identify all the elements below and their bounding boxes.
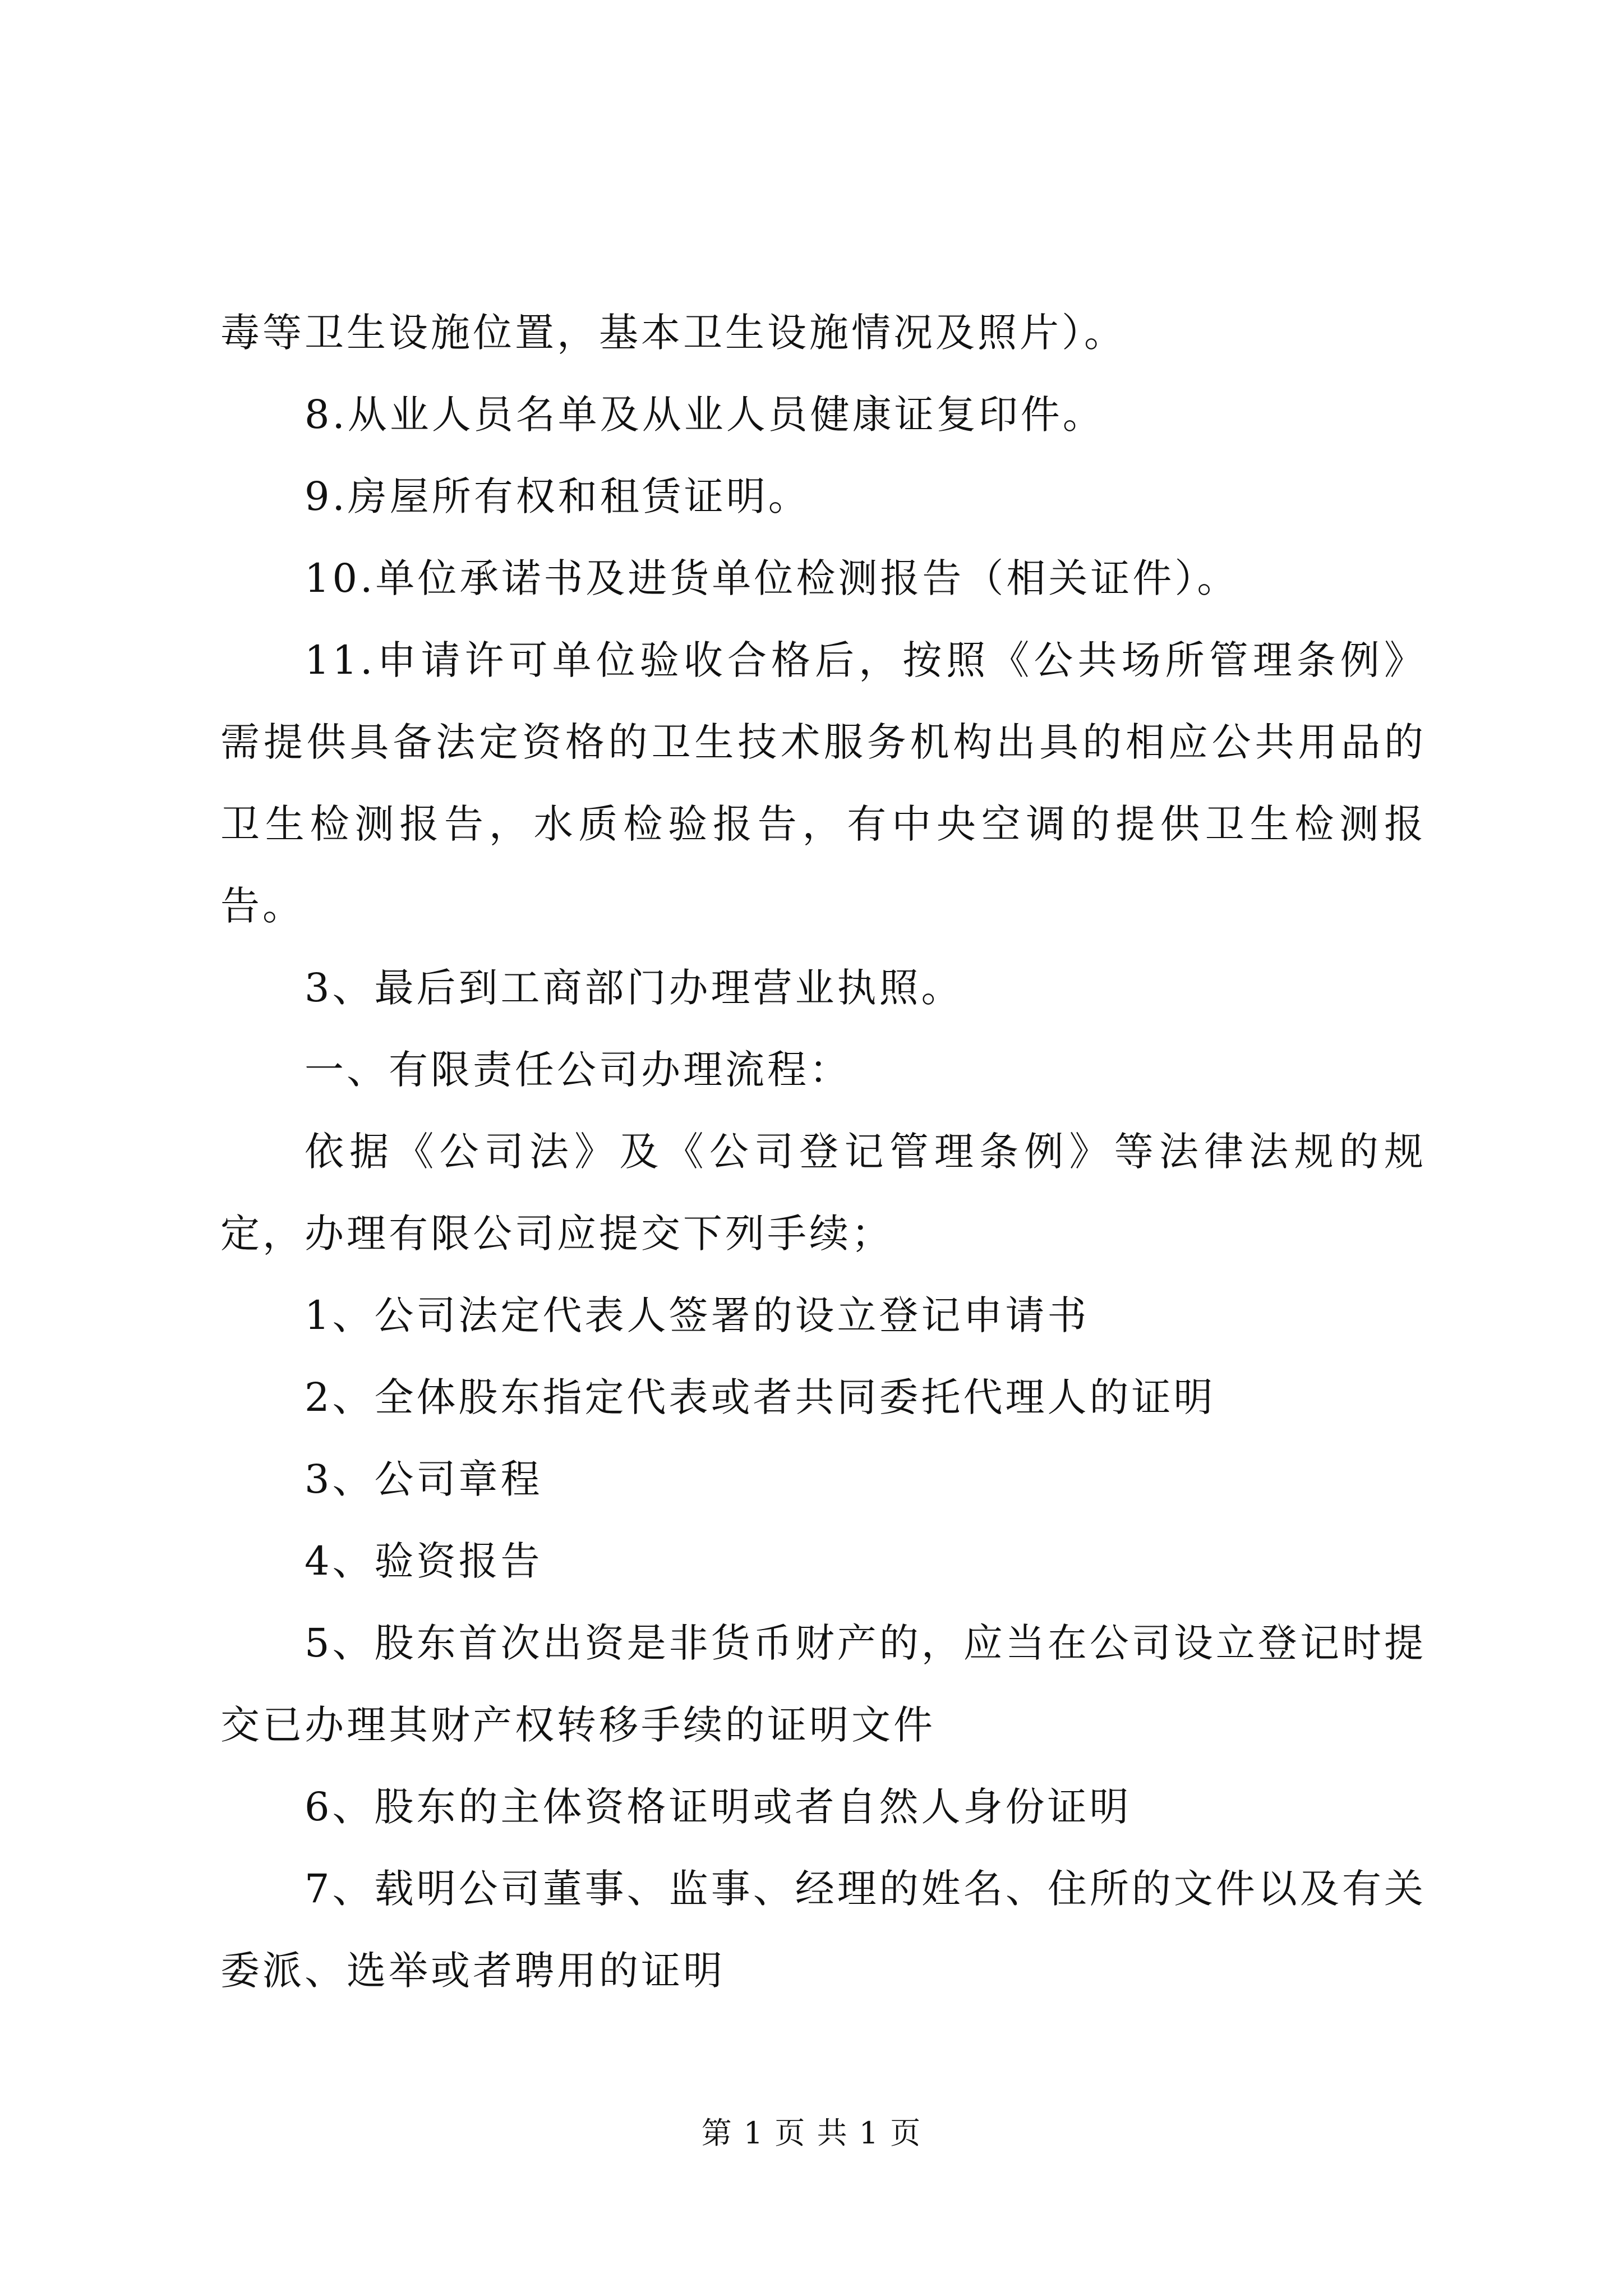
paragraph: 7、载明公司董事、监事、经理的姓名、住所的文件以及有关委派、选举或者聘用的证明	[220, 1866, 1426, 1994]
paragraph: 3、最后到工商部门办理营业执照。	[305, 965, 963, 1011]
paragraph: 10.单位承诺书及进货单位检测报告（相关证件）。	[305, 555, 1239, 601]
paragraph: 6、股东的主体资格证明或者自然人身份证明	[305, 1784, 1132, 1830]
paragraph: 依据《公司法》及《公司登记管理条例》等法律法规的规定，办理有限公司应提交下列手续；	[220, 1129, 1426, 1257]
paragraph: 5、股东首次出资是非货币财产的，应当在公司设立登记时提交已办理其财产权转移手续的证明文件	[220, 1620, 1426, 1748]
page-number-footer: 第 1 页 共 1 页	[701, 2115, 922, 2151]
paragraph: 一、有限责任公司办理流程：	[305, 1047, 851, 1093]
paragraph: 4、验资报告	[305, 1538, 543, 1584]
paragraph: 3、公司章程	[305, 1456, 543, 1502]
paragraph: 2、全体股东指定代表或者共同委托代理人的证明	[305, 1374, 1216, 1420]
paragraph: 毒等卫生设施位置，基本卫生设施情况及照片）。	[220, 310, 1126, 356]
paragraph: 1、公司法定代表人签署的设立登记申请书	[305, 1292, 1090, 1338]
document-body	[220, 292, 1426, 2012]
paragraph: 8.从业人员名单及从业人员健康证复印件。	[305, 392, 1105, 438]
paragraph: 9.房屋所有权和租赁证明。	[305, 473, 810, 519]
paragraph: 11.申请许可单位验收合格后，按照《公共场所管理条例》需提供具备法定资格的卫生技术服务机构出具的相应公共用品的卫生检测报告，水质检验报告，有中央空调的提供卫生检测报告。	[220, 637, 1426, 929]
